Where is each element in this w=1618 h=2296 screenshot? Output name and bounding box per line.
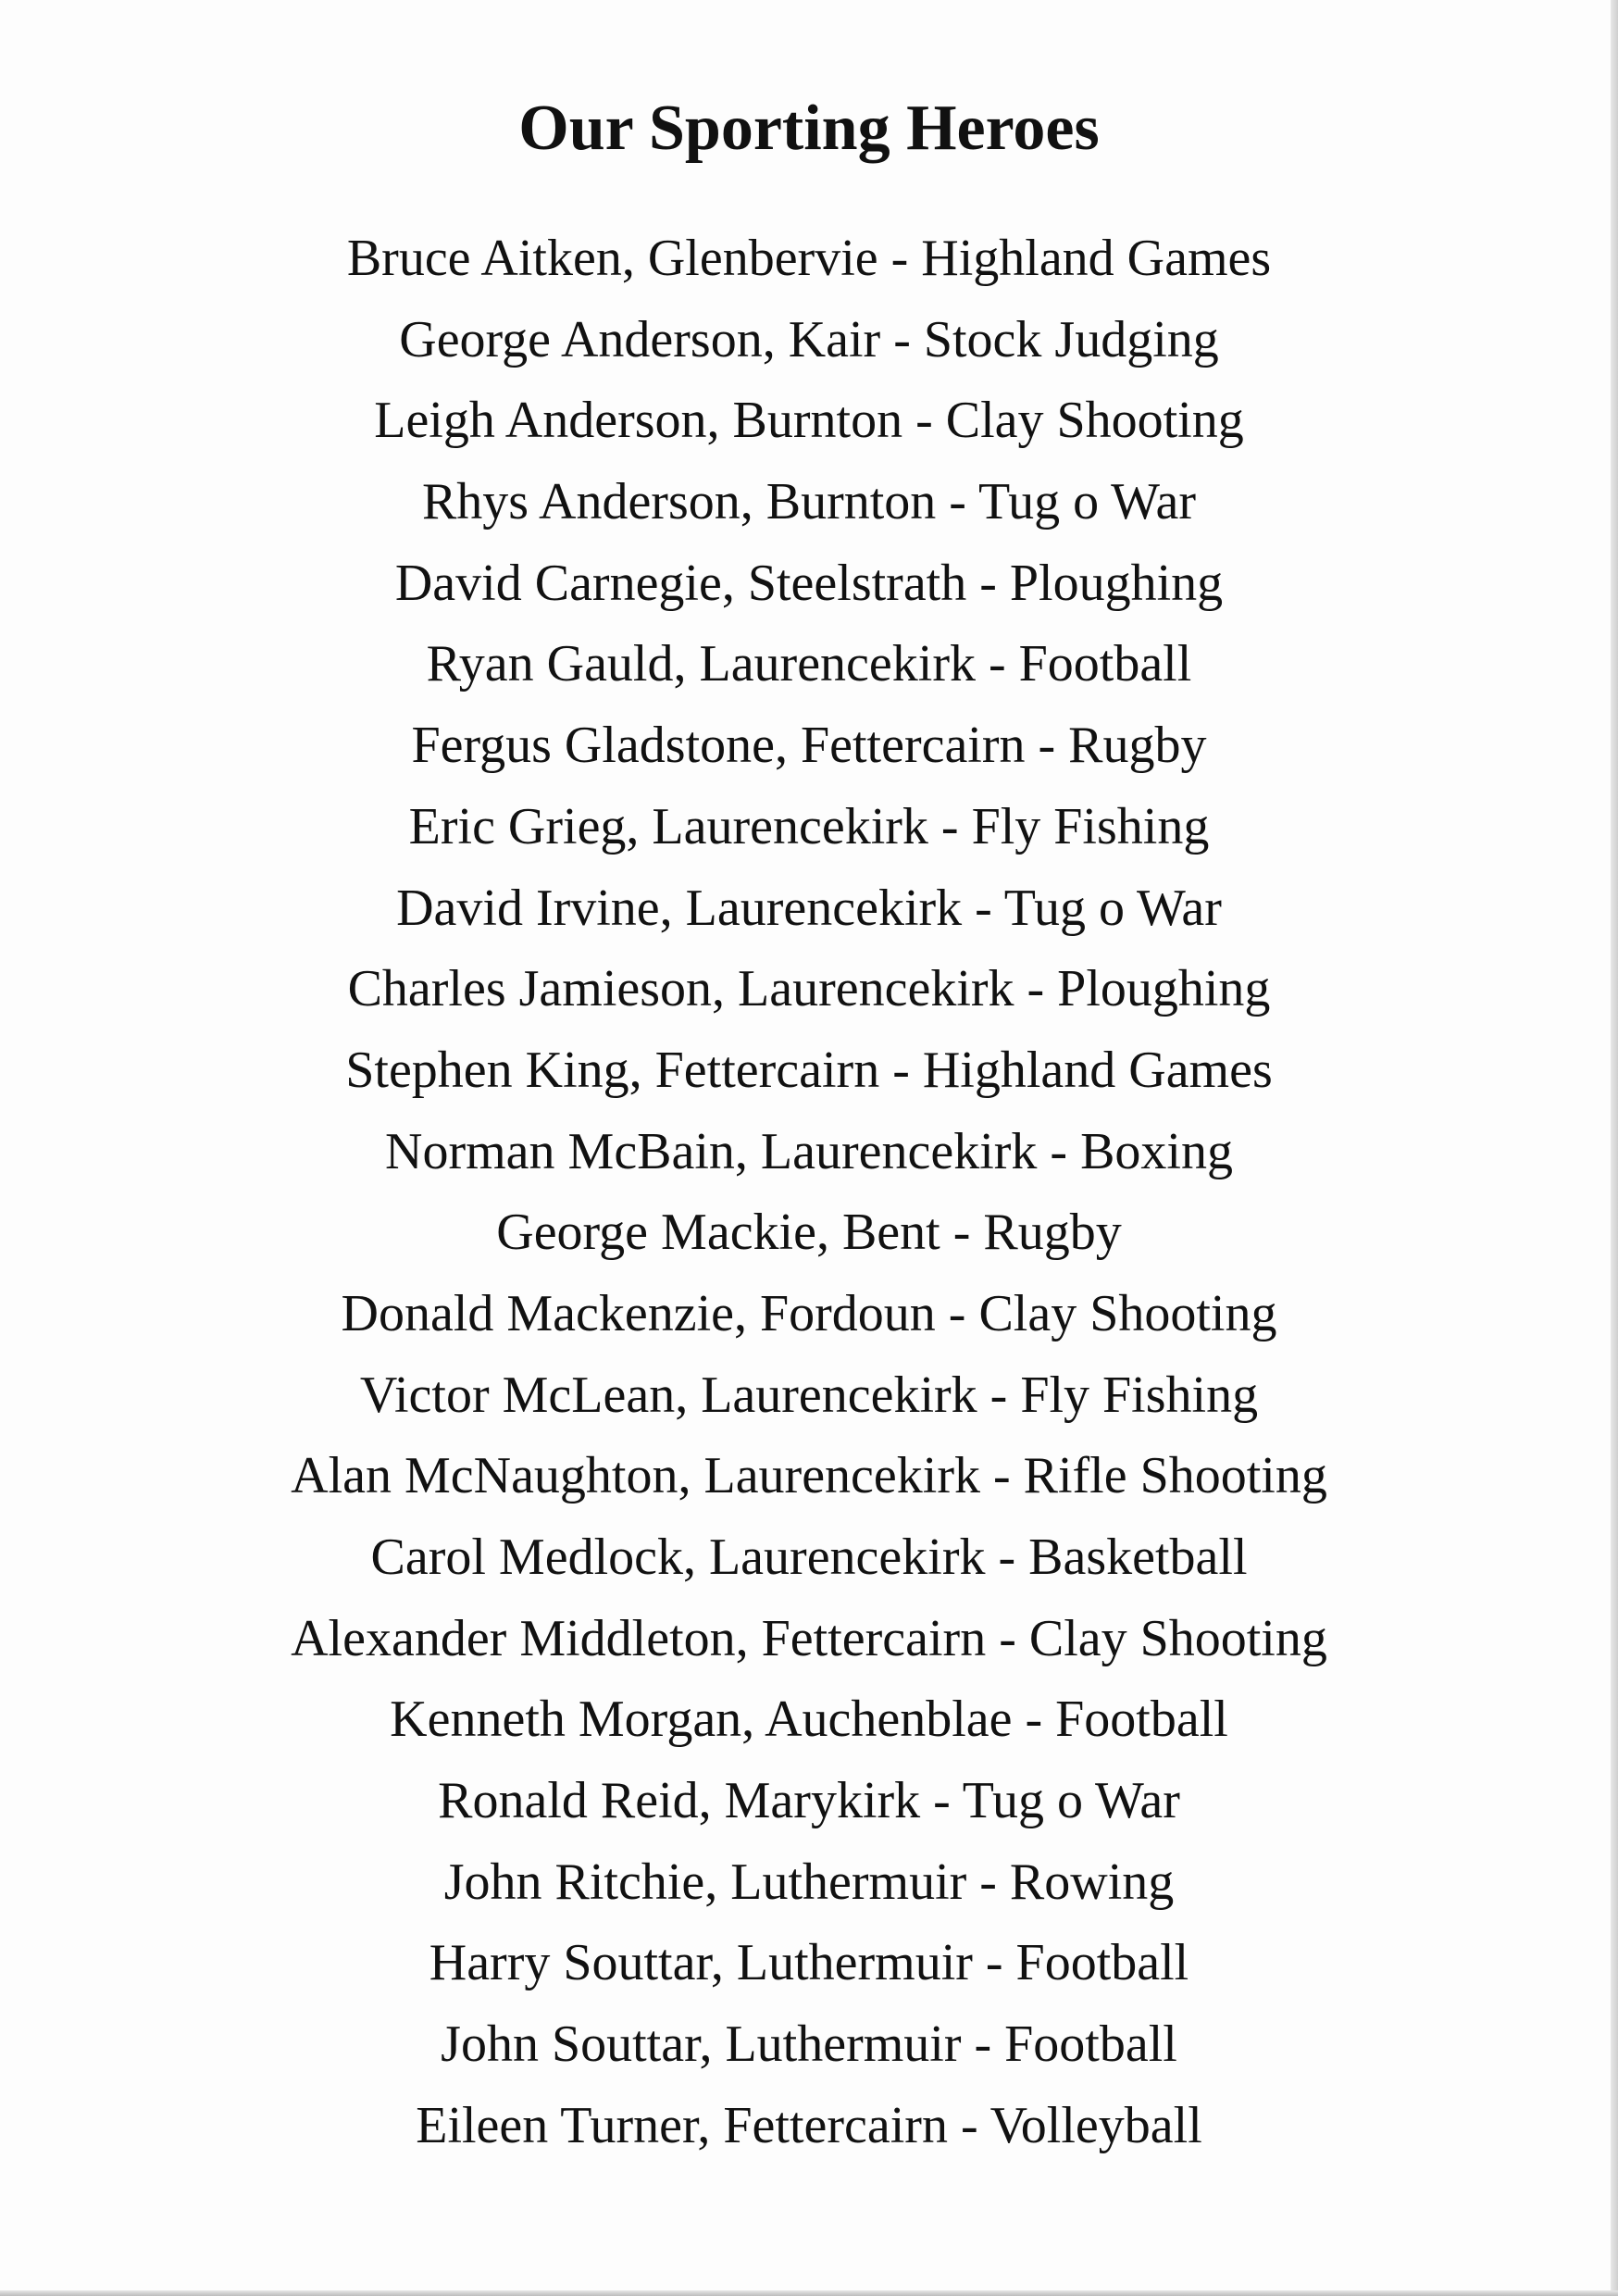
page-bottom-edge: [0, 2290, 1618, 2296]
hero-entry: Harry Souttar, Luthermuir - Football: [429, 1934, 1189, 1992]
hero-entry: John Souttar, Luthermuir - Football: [441, 2015, 1177, 2074]
heroes-list: [0, 218, 1618, 2167]
hero-entry: Rhys Anderson, Burnton - Tug o War: [421, 473, 1197, 531]
hero-entry: Ronald Reid, Marykirk - Tug o War: [438, 1772, 1180, 1830]
hero-entry: Carol Medlock, Laurencekirk - Basketball: [370, 1529, 1248, 1586]
hero-entry: David Carnegie, Steelstrath - Ploughing: [394, 554, 1224, 612]
hero-entry: Stephen King, Fettercairn - Highland Games: [345, 1041, 1273, 1099]
hero-entry: Alan McNaughton, Laurencekirk - Rifle Shooting: [291, 1447, 1327, 1505]
hero-entry: Donald Mackenzie, Fordoun - Clay Shooting: [341, 1284, 1277, 1342]
hero-entry: Kenneth Morgan, Auchenblae - Football: [390, 1691, 1228, 1749]
hero-entry: David Irvine, Laurencekirk - Tug o War: [396, 879, 1222, 937]
hero-entry: George Mackie, Bent - Rugby: [496, 1204, 1122, 1262]
hero-entry: Alexander Middleton, Fettercairn - Clay Shooting: [291, 1609, 1327, 1667]
hero-entry: Charles Jamieson, Laurencekirk - Ploughing: [347, 960, 1271, 1018]
hero-entry: Bruce Aitken, Glenbervie - Highland Games: [346, 230, 1272, 287]
hero-entry: Eileen Turner, Fettercairn - Volleyball: [416, 2096, 1202, 2154]
hero-entry: Leigh Anderson, Burnton - Clay Shooting: [374, 392, 1244, 450]
hero-entry: Ryan Gauld, Laurencekirk - Football: [426, 635, 1192, 693]
hero-entry: Victor McLean, Laurencekirk - Fly Fishing: [359, 1366, 1259, 1424]
hero-entry: Eric Grieg, Laurencekirk - Fly Fishing: [408, 797, 1210, 855]
hero-entry: George Anderson, Kair - Stock Judging: [399, 310, 1219, 368]
hero-entry: Norman McBain, Laurencekirk - Boxing: [385, 1122, 1233, 1180]
hero-entry: Fergus Gladstone, Fettercairn - Rugby: [411, 717, 1207, 775]
page-title: Our Sporting Heroes: [518, 93, 1100, 164]
hero-entry: John Ritchie, Luthermuir - Rowing: [443, 1853, 1175, 1911]
